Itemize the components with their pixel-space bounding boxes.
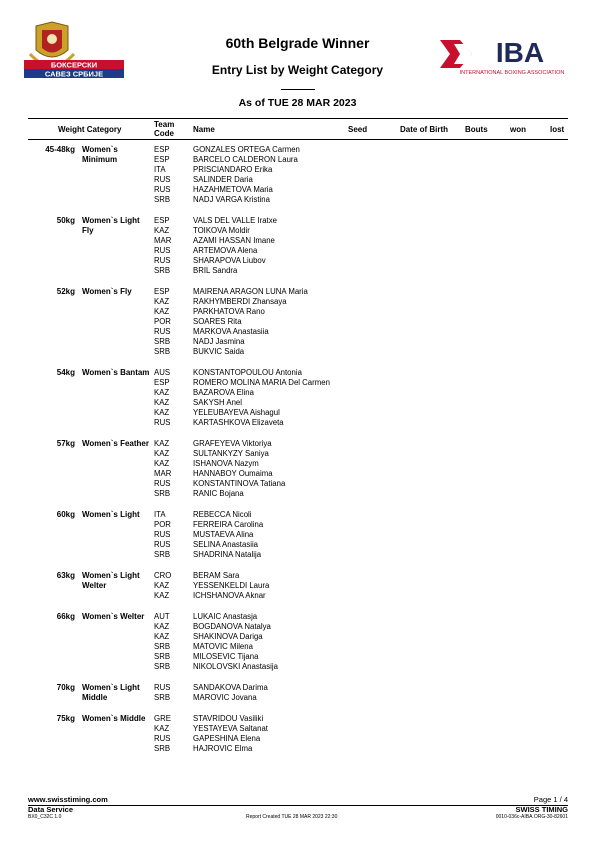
weight-category-group (0, 145, 595, 205)
entry-row (0, 683, 595, 693)
footer-data-service: Data Service (28, 805, 74, 814)
entry-row (0, 327, 595, 337)
boxer-name: SALINDER Daria (193, 175, 253, 184)
team-code: RUS (154, 418, 171, 427)
team-code: RUS (154, 256, 171, 265)
team-code: CRO (154, 571, 172, 580)
weight-category-group (0, 683, 595, 703)
boxer-name: BARCELO CALDERON Laura (193, 155, 298, 164)
entry-row (0, 581, 595, 591)
weight-category-group (0, 439, 595, 499)
team-code: RUS (154, 530, 171, 539)
boxer-name: HANNABOY Oumaima (193, 469, 273, 478)
team-code: MAR (154, 469, 172, 478)
team-code: RUS (154, 540, 171, 549)
boxer-name: MILOSEVIC Tijana (193, 652, 259, 661)
entry-row (0, 479, 595, 489)
entry-row (0, 714, 595, 724)
team-code: ESP (154, 378, 170, 387)
entry-row (0, 195, 595, 205)
team-code: KAZ (154, 591, 170, 600)
category-name: Women`s Light (82, 510, 140, 519)
category-name: Women`s Welter (82, 612, 145, 621)
weight-category-group (0, 216, 595, 276)
team-code: SRB (154, 642, 171, 651)
boxer-name: ICHSHANOVA Aknar (193, 591, 266, 600)
weight-category-group (0, 612, 595, 672)
boxer-name: GONZALES ORTEGA Carmen (193, 145, 300, 154)
boxer-name: LUKAIC Anastasja (193, 612, 258, 621)
boxer-name: AZAMI HASSAN Imane (193, 236, 275, 245)
entry-row (0, 408, 595, 418)
boxer-name: BRIL Sandra (193, 266, 238, 275)
entry-row (0, 398, 595, 408)
boxer-name: PARKHATOVA Rano (193, 307, 265, 316)
team-code: RUS (154, 327, 171, 336)
entry-row (0, 612, 595, 622)
category-name: Women`s Middle (82, 714, 146, 723)
category-weight: 63kg (56, 571, 75, 580)
team-code: POR (154, 520, 171, 529)
footer-ref-code: 0010-036c-AIBA.ORG-30-82601 (495, 814, 568, 820)
boxer-name: RANIC Bojana (193, 489, 244, 498)
header-bottom-rule (28, 139, 568, 140)
team-code: ESP (154, 216, 170, 225)
iba-logo (438, 32, 570, 76)
entry-row (0, 418, 595, 428)
entry-row (0, 459, 595, 469)
document-title: Entry List by Weight Category (211, 63, 384, 77)
team-code: SRB (154, 195, 171, 204)
col-seed: Seed (348, 125, 368, 134)
boxer-name: MARKOVA Anastasiia (193, 327, 269, 336)
boxer-name: BAZAROVA Elina (193, 388, 254, 397)
category-name: Women`s Bantam (82, 368, 150, 377)
boxer-name: KARTASHKOVA Elizaveta (193, 418, 284, 427)
boxer-name: STAVRIDOU Vasiliki (193, 714, 264, 723)
footer-page-number: Page 1 / 4 (533, 795, 568, 804)
logo-text-1: БОКСЕРСКИ (50, 60, 98, 70)
boxer-name: NADJ Jasmina (193, 337, 245, 346)
entry-row (0, 266, 595, 276)
entry-row (0, 388, 595, 398)
boxer-name: NIKOLOVSKI Anastasija (193, 662, 278, 671)
boxer-name: GRAFEYEVA Viktoriya (193, 439, 272, 448)
team-code: KAZ (154, 581, 170, 590)
boxer-name: SHAKINOVA Dariga (193, 632, 263, 641)
category-name: Women`s Light Fly (82, 216, 140, 235)
entry-row (0, 632, 595, 642)
category-name: Women`s Light Welter (82, 571, 140, 590)
col-weight-category: Weight Category (58, 125, 122, 134)
entry-row (0, 489, 595, 499)
weight-category-group (0, 571, 595, 601)
footer-doc-code: BX0_C32C 1.0 (28, 814, 62, 820)
team-code: RUS (154, 175, 171, 184)
team-code: RUS (154, 734, 171, 743)
entry-row (0, 297, 595, 307)
entry-row (0, 469, 595, 479)
team-code: RUS (154, 246, 171, 255)
entry-row (0, 256, 595, 266)
team-code: MAR (154, 236, 172, 245)
boxer-name: FERREIRA Carolina (193, 520, 264, 529)
entry-row (0, 724, 595, 734)
category-weight: 52kg (56, 287, 75, 296)
entry-row (0, 591, 595, 601)
team-code: RUS (154, 479, 171, 488)
boxer-name: ISHANOVA Nazym (193, 459, 259, 468)
col-name: Name (193, 125, 215, 134)
team-code: KAZ (154, 622, 170, 631)
weight-category-group (0, 368, 595, 428)
team-code: RUS (154, 683, 171, 692)
col-bouts: Bouts (465, 125, 488, 134)
header-top-rule (28, 118, 568, 119)
logo-text-2: САВЕЗ СРБИЈЕ (44, 69, 104, 79)
footer-website[interactable]: www.swisstiming.com (28, 795, 108, 804)
entry-row (0, 540, 595, 550)
col-won: won (510, 125, 526, 134)
boxer-name: SULTANKYZY Saniya (193, 449, 269, 458)
boxer-name: REBECCA Nicoli (193, 510, 252, 519)
category-weight: 45-48kg (45, 145, 75, 154)
iba-wordmark: IBA (495, 37, 545, 68)
footer-brand: SWISS TIMING (515, 805, 568, 814)
col-date-of-birth: Date of Birth (400, 125, 448, 134)
team-code: SRB (154, 337, 171, 346)
team-code: KAZ (154, 449, 170, 458)
entry-row (0, 693, 595, 703)
team-code: SRB (154, 550, 171, 559)
team-code: ESP (154, 155, 170, 164)
entry-row (0, 378, 595, 388)
category-weight: 60kg (56, 510, 75, 519)
team-code: AUS (154, 368, 171, 377)
boxer-name: HAZAHMETOVA Maria (193, 185, 273, 194)
boxer-name: ROMERO MOLINA MARIA Del Carmen (193, 378, 330, 387)
boxer-name: SOARES Rita (193, 317, 242, 326)
boxer-name: MAROVIC Jovana (193, 693, 257, 702)
team-code: KAZ (154, 307, 170, 316)
team-code: SRB (154, 266, 171, 275)
team-code: SRB (154, 347, 171, 356)
team-code: ITA (154, 165, 166, 174)
as-of-date: As of TUE 28 MAR 2023 (238, 97, 357, 109)
team-code: ESP (154, 145, 170, 154)
entry-row (0, 287, 595, 297)
entry-row (0, 520, 595, 530)
entry-row (0, 236, 595, 246)
entry-row (0, 145, 595, 155)
category-name: Women`s Fly (82, 287, 132, 296)
team-code: KAZ (154, 632, 170, 641)
boxer-name: MAIRENA ARAGON LUNA Maria (193, 287, 308, 296)
footer-rule (28, 805, 568, 806)
iba-subtitle: INTERNATIONAL BOXING ASSOCIATION (459, 70, 565, 76)
entry-row (0, 571, 595, 581)
team-code: SRB (154, 489, 171, 498)
boxer-name: TOIKOVA Moldir (193, 226, 250, 235)
category-weight: 57kg (56, 439, 75, 448)
entry-row (0, 439, 595, 449)
team-code: SRB (154, 652, 171, 661)
boxer-name: SAKYSH Anel (193, 398, 242, 407)
team-code: AUT (154, 612, 170, 621)
team-code: KAZ (154, 439, 170, 448)
boxer-name: SANDAKOVA Darima (193, 683, 268, 692)
weight-category-group (0, 714, 595, 754)
entry-row (0, 317, 595, 327)
team-code: SRB (154, 693, 171, 702)
entry-list (0, 145, 595, 765)
weight-category-group (0, 510, 595, 560)
boxer-name: SELINA Anastasiia (193, 540, 259, 549)
entry-row (0, 744, 595, 754)
team-code: KAZ (154, 724, 170, 733)
entry-row (0, 347, 595, 357)
boxer-name: MUSTAEVA Alina (193, 530, 254, 539)
category-weight: 54kg (56, 368, 75, 377)
boxer-name: KONSTANTINOVA Tatiana (193, 479, 286, 488)
team-code: POR (154, 317, 171, 326)
entry-row (0, 550, 595, 560)
entry-row (0, 185, 595, 195)
boxer-name: MATOVIC Milena (193, 642, 253, 651)
boxer-name: YELEUBAYEVA Aishagul (193, 408, 280, 417)
boxer-name: YESSENKELDI Laura (193, 581, 270, 590)
team-code: GRE (154, 714, 171, 723)
entry-row (0, 652, 595, 662)
footer-report-created: Report Created TUE 28 MAR 2023 22:30 (246, 814, 338, 820)
boxer-name: HAJROVIC Elma (193, 744, 253, 753)
title-divider (281, 89, 315, 90)
boxer-name: SHADRINA Natalija (193, 550, 262, 559)
entry-row (0, 307, 595, 317)
boxer-name: YESTAYEVA Saltanat (193, 724, 268, 733)
team-code: KAZ (154, 398, 170, 407)
team-code: ITA (154, 510, 166, 519)
category-weight: 50kg (56, 216, 75, 225)
entry-row (0, 246, 595, 256)
category-weight: 70kg (56, 683, 75, 692)
team-code: SRB (154, 744, 171, 753)
col-team-code: Team Code (154, 120, 175, 138)
boxer-name: RAKHYMBERDI Zhansaya (193, 297, 287, 306)
boxer-name: SHARAPOVA Liubov (193, 256, 266, 265)
boxer-name: ARTEMOVA Alena (193, 246, 258, 255)
category-weight: 75kg (56, 714, 75, 723)
boxer-name: BERAM Sara (193, 571, 240, 580)
category-name: Women`s Light Middle (82, 683, 140, 702)
entry-row (0, 175, 595, 185)
entry-row (0, 642, 595, 652)
team-code: KAZ (154, 459, 170, 468)
category-weight: 66kg (56, 612, 75, 621)
entry-row (0, 734, 595, 744)
entry-row (0, 368, 595, 378)
team-code: KAZ (154, 408, 170, 417)
entry-row (0, 226, 595, 236)
category-name: Women`s Feather (82, 439, 149, 448)
team-code: KAZ (154, 226, 170, 235)
entry-row (0, 662, 595, 672)
entry-row (0, 337, 595, 347)
entry-row (0, 530, 595, 540)
team-code: RUS (154, 185, 171, 194)
entry-row (0, 449, 595, 459)
event-title: 60th Belgrade Winner (225, 35, 370, 51)
boxer-name: KONSTANTOPOULOU Antonia (193, 368, 302, 377)
team-code: ESP (154, 287, 170, 296)
col-lost: lost (550, 125, 565, 134)
entry-row (0, 216, 595, 226)
boxer-name: BOGDANOVA Natalya (193, 622, 271, 631)
boxer-name: NADJ VARGA Kristina (193, 195, 270, 204)
category-name: Women`s Minimum (82, 145, 118, 164)
team-code: KAZ (154, 388, 170, 397)
boxer-name: VALS DEL VALLE Iratxe (193, 216, 277, 225)
team-code: SRB (154, 662, 171, 671)
entry-row (0, 510, 595, 520)
boxer-name: PRISCIANDARO Erika (193, 165, 273, 174)
entry-row (0, 155, 595, 165)
weight-category-group (0, 287, 595, 357)
entry-row (0, 622, 595, 632)
boxer-name: GAPESHINA Elena (193, 734, 261, 743)
boxer-name: BUKVIC Saida (193, 347, 245, 356)
entry-row (0, 165, 595, 175)
team-code: KAZ (154, 297, 170, 306)
